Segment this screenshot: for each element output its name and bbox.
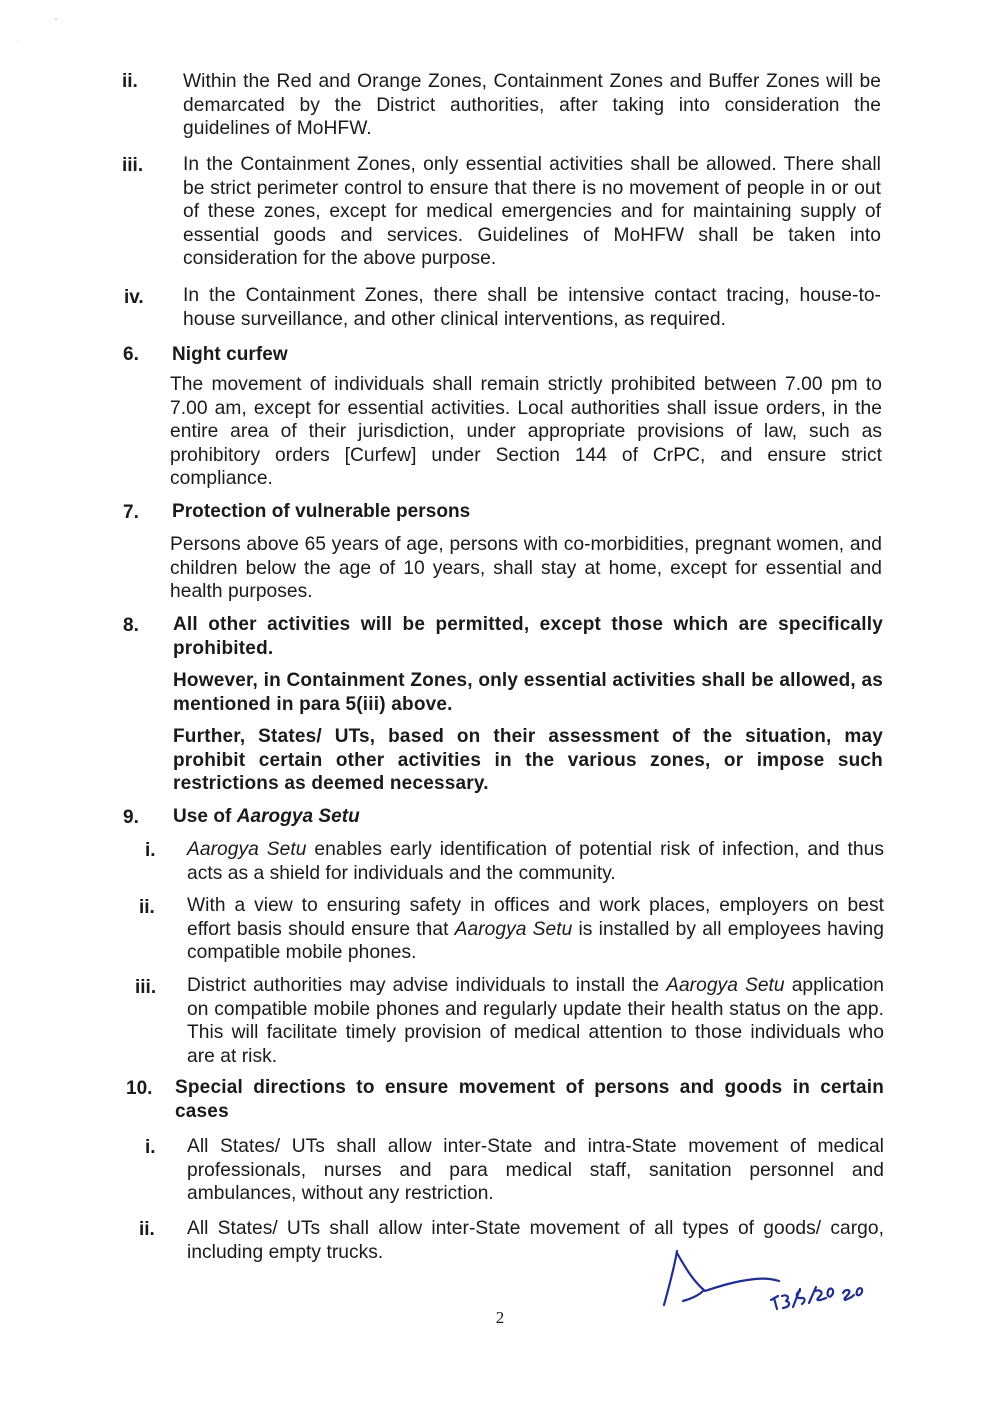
section-heading: Protection of vulnerable persons xyxy=(172,501,471,522)
scan-speck xyxy=(55,18,57,20)
section-number: 9. xyxy=(123,807,139,828)
item-number: iv. xyxy=(124,287,144,308)
item-text: Within the Red and Orange Zones, Containment Zones and Buffer Zones will be demarcated by the District authorities, after taking into consideration the guidelines of MoHFW. xyxy=(183,71,881,139)
item-text-body: With a view to ensuring safety in offices and work places, employers on best effort basis should ensure that xyxy=(187,895,884,940)
app-name: Aarogya Setu xyxy=(666,975,785,996)
section-text: Persons above 65 years of age, persons with co-morbidities, pregnant women, and children below the age of 10 years, shall stay at home, except for essential and health purposes. xyxy=(170,534,882,602)
item-text: In the Containment Zones, there shall be intensive contact tracing, house-to-house surveillance, and other clinical interventions, as required. xyxy=(183,285,881,330)
section-number: 8. xyxy=(123,615,139,636)
item-number: ii. xyxy=(139,1219,155,1240)
item-text-body: application on compatible mobile phones and regularly update their health status on the app. This will facilitate timely provision of medical attention to those individuals who are at risk. xyxy=(187,975,884,1067)
item-text: In the Containment Zones, only essential activities shall be allowed. There shall be strict perimeter control to ensure that there is no movement of people in or out of these zones, except for medical emergencies and for maintaining supply of essential goods and services. Guidelines of MoHFW shall be taken into consideration for the above purpose. xyxy=(183,154,881,269)
section-heading: Night curfew xyxy=(172,344,288,365)
section-heading: Special directions to ensure movement of persons and goods in certain cases xyxy=(175,1077,884,1122)
item-text-body: is installed by all employees having compatible mobile phones. xyxy=(187,918,884,963)
item-number: ii. xyxy=(139,897,155,918)
section-text-bold: However, in Containment Zones, only essential activities shall be allowed, as mentioned in para 5(iii) above. xyxy=(173,670,883,715)
page-number: 2 xyxy=(495,1308,505,1327)
app-name: Aarogya Setu xyxy=(236,806,360,827)
section-number: 10. xyxy=(126,1078,153,1099)
section-text-bold: All other activities will be permitted, except those which are specifically prohibited. xyxy=(173,614,883,659)
item-number: iii. xyxy=(135,977,157,998)
app-name: Aarogya Setu xyxy=(454,918,573,940)
section-text: The movement of individuals shall remain strictly prohibited between 7.00 pm to 7.00 am, except for essential activities. Local authorities shall issue orders, in the entire area of their jurisdiction, under appropriate provisions of law, such as prohibitory orders [Curfew] under Section 144 of CrPC, and ensure strict compliance. xyxy=(170,374,882,489)
item-text-body: enables early identification of potential risk of infection, and thus acts as a shield for individuals and the community. xyxy=(187,839,884,884)
item-number: i. xyxy=(145,840,156,861)
section-number: 6. xyxy=(123,344,139,365)
scan-speck xyxy=(18,40,19,41)
item-text: All States/ UTs shall allow inter-State movement of all types of goods/ cargo, including empty trucks. xyxy=(187,1218,884,1263)
item-number: ii. xyxy=(122,71,138,92)
item-text: All States/ UTs shall allow inter-State and intra-State movement of medical professionals, nurses and para medical staff, sanitation personnel and ambulances, without any restriction. xyxy=(187,1136,884,1204)
item-text-body: District authorities may advise individuals to install the xyxy=(187,975,667,996)
section-text-bold: Further, States/ UTs, based on their assessment of the situation, may prohibit certain other activities in the various zones, or impose such restrictions as deemed necessary. xyxy=(173,726,883,794)
heading-prefix: Use of xyxy=(173,806,237,827)
section-heading xyxy=(173,805,883,829)
item-number: i. xyxy=(145,1137,156,1158)
item-number: iii. xyxy=(122,155,144,176)
section-number: 7. xyxy=(123,502,139,523)
item-text xyxy=(187,894,884,965)
app-name: Aarogya Setu xyxy=(187,839,307,860)
item-text xyxy=(187,974,884,1068)
item-text xyxy=(187,838,884,885)
